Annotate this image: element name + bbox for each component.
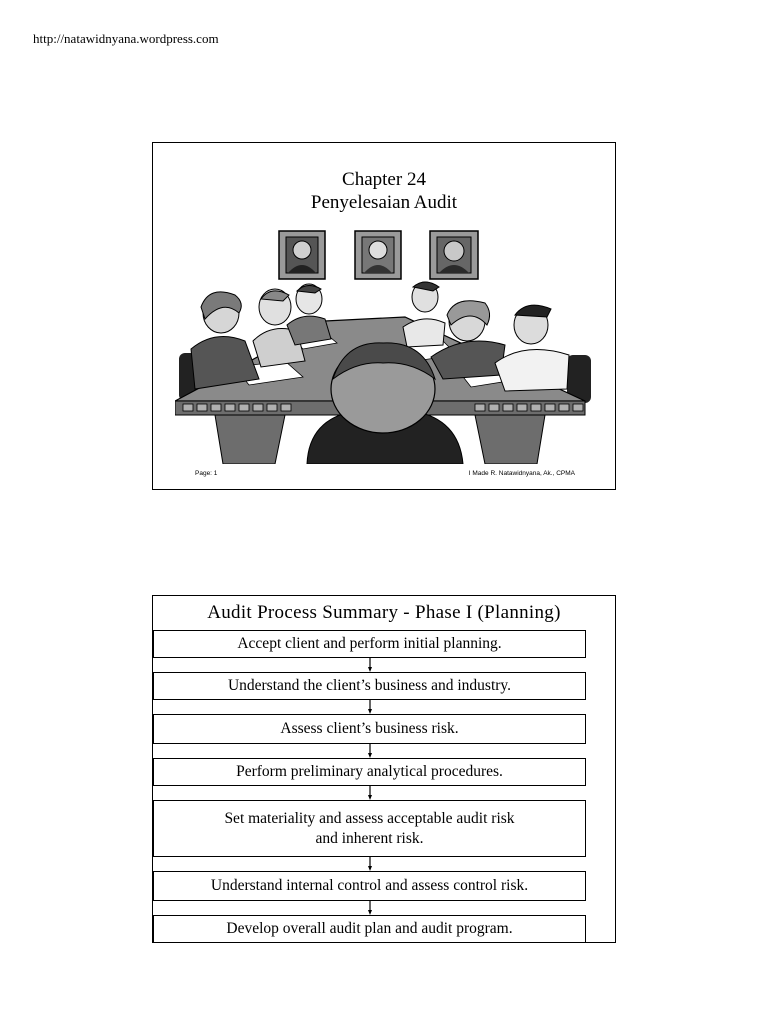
page-number: Page: 1 (195, 470, 218, 477)
process-step: Develop overall audit plan and audit program. (153, 915, 586, 943)
chapter-slide (152, 142, 616, 490)
down-arrow-icon (368, 857, 372, 871)
process-step: Perform preliminary analytical procedures. (153, 758, 586, 786)
portrait-frame-icon (430, 231, 478, 279)
audit-process-slide (152, 595, 616, 943)
down-arrow-icon (368, 658, 372, 672)
down-arrow-icon (368, 901, 372, 915)
chapter-number: Chapter 24 (342, 169, 426, 190)
person-icon (287, 284, 331, 345)
down-arrow-icon (368, 744, 372, 758)
process-step: Set materiality and assess acceptable audit risk and inherent risk. (153, 800, 586, 857)
portrait-frame-icon (355, 231, 401, 279)
process-step: Accept client and perform initial planning. (153, 630, 586, 658)
down-arrow-icon (368, 700, 372, 714)
process-step: Understand internal control and assess control risk. (153, 871, 586, 901)
portrait-frame-icon (279, 231, 325, 279)
person-icon (403, 282, 445, 347)
author-credit: I Made R. Natawidnyana, Ak., CPMA (468, 470, 575, 477)
process-step: Understand the client’s business and industry. (153, 672, 586, 700)
down-arrow-icon (368, 786, 372, 800)
source-url: http://natawidnyana.wordpress.com (33, 31, 219, 46)
person-icon (495, 305, 569, 391)
person-icon (191, 292, 259, 389)
meeting-table-clipart (175, 229, 595, 464)
slide-title: Audit Process Summary - Phase I (Planning) (207, 602, 561, 623)
chapter-name: Penyelesaian Audit (310, 192, 458, 213)
process-step: Assess client’s business risk. (153, 714, 586, 744)
slide-title (153, 168, 615, 214)
